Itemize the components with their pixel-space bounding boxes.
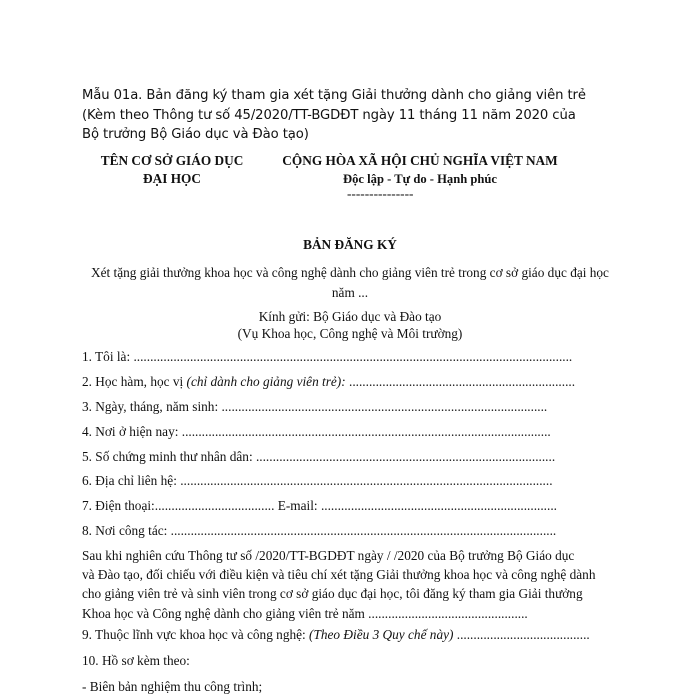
field-phone-email: 7. Điện thoại:.................................... E-mail: ....................................................................... bbox=[82, 498, 557, 513]
field-address: 4. Nơi ở hiện nay: ............................................................................................................... bbox=[82, 424, 551, 439]
recipient-line-2: (Vụ Khoa học, Công nghệ và Môi trường) bbox=[237, 326, 463, 341]
field-academic-title-label: 2. Học hàm, học vị bbox=[82, 374, 187, 389]
field-academic-title-dots: .................................................................... bbox=[345, 374, 576, 389]
national-motto: Độc lập - Tự do - Hạnh phúc bbox=[343, 172, 497, 186]
declaration-line-2: và Đào tạo, đối chiếu với điều kiện và tiêu chí xét tặng Giải thưởng khoa học và công nghệ dành bbox=[82, 567, 596, 583]
subtitle-line-1: Xét tặng giải thưởng khoa học và công nghệ dành cho giảng viên trẻ trong cơ sở giáo dục đại học bbox=[91, 265, 609, 280]
declaration-line-3: cho giảng viên trẻ và sinh viên trong cơ sở giáo dục đại học, tôi đăng ký tham gia Giải thưởng bbox=[82, 586, 583, 602]
country-name: CỘNG HÒA XÃ HỘI CHỦ NGHĨA VIỆT NAM bbox=[282, 153, 558, 168]
field-science-area-label: 9. Thuộc lĩnh vực khoa học và công nghệ: bbox=[82, 627, 310, 642]
subtitle-line-2: năm ... bbox=[331, 285, 369, 300]
field-id-number: 5. Số chứng minh thư nhân dân: .......................................................................................... bbox=[82, 449, 556, 464]
field-attachments: 10. Hồ sơ kèm theo: bbox=[82, 653, 190, 668]
field-science-area-note: (Theo Điều 3 Quy chế này) bbox=[309, 627, 454, 642]
header-rule: --------------- bbox=[347, 186, 414, 201]
form-code-heading bbox=[82, 86, 642, 145]
declaration-line-4: Khoa học và Công nghệ dành cho giảng viên trẻ năm ................................................ bbox=[82, 605, 528, 621]
field-name: 1. Tôi là: .................................................................................................................................... bbox=[82, 349, 573, 364]
recipient-line-1: Kính gửi: Bộ Giáo dục và Đào tạo bbox=[258, 309, 442, 324]
field-academic-title-note: (chỉ dành cho giảng viên trẻ): bbox=[186, 374, 346, 389]
declaration-paragraph bbox=[82, 546, 622, 623]
document-subtitle bbox=[80, 263, 620, 303]
national-motto-header bbox=[275, 152, 565, 188]
document-title: BẢN ĐĂNG KÝ bbox=[303, 237, 397, 252]
field-science-area-dots: ........................................ bbox=[453, 627, 590, 642]
institution-name-line-1: TÊN CƠ SỞ GIÁO DỤC bbox=[100, 153, 244, 168]
field-workplace: 8. Nơi công tác: .................................................................................................................... bbox=[82, 523, 557, 538]
form-code-line-2: (Kèm theo Thông tư số 45/2020/TT-BGDĐT ngày 11 tháng 11 năm 2020 của bbox=[82, 107, 576, 123]
field-academic-title bbox=[82, 374, 604, 390]
field-science-area bbox=[82, 627, 606, 643]
declaration-line-1: Sau khi nghiên cứu Thông tư số /2020/TT-BGDĐT ngày / /2020 của Bộ trưởng Bộ Giáo dục bbox=[82, 548, 575, 563]
institution-header bbox=[92, 152, 252, 188]
field-birth-date: 3. Ngày, tháng, năm sinh: .................................................................................................. bbox=[82, 399, 548, 414]
recipient-block bbox=[0, 308, 700, 342]
attachment-item: - Biên bản nghiệm thu công trình; bbox=[82, 679, 263, 694]
field-contact-address: 6. Địa chỉ liên hệ: ................................................................................................................ bbox=[82, 473, 553, 488]
form-code-line-1: Mẫu 01a. Bản đăng ký tham gia xét tặng Giải thưởng dành cho giảng viên trẻ bbox=[82, 88, 586, 103]
institution-name-line-2: ĐẠI HỌC bbox=[143, 171, 201, 186]
form-code-line-3: Bộ trưởng Bộ Giáo dục và Đào tạo) bbox=[82, 127, 309, 142]
